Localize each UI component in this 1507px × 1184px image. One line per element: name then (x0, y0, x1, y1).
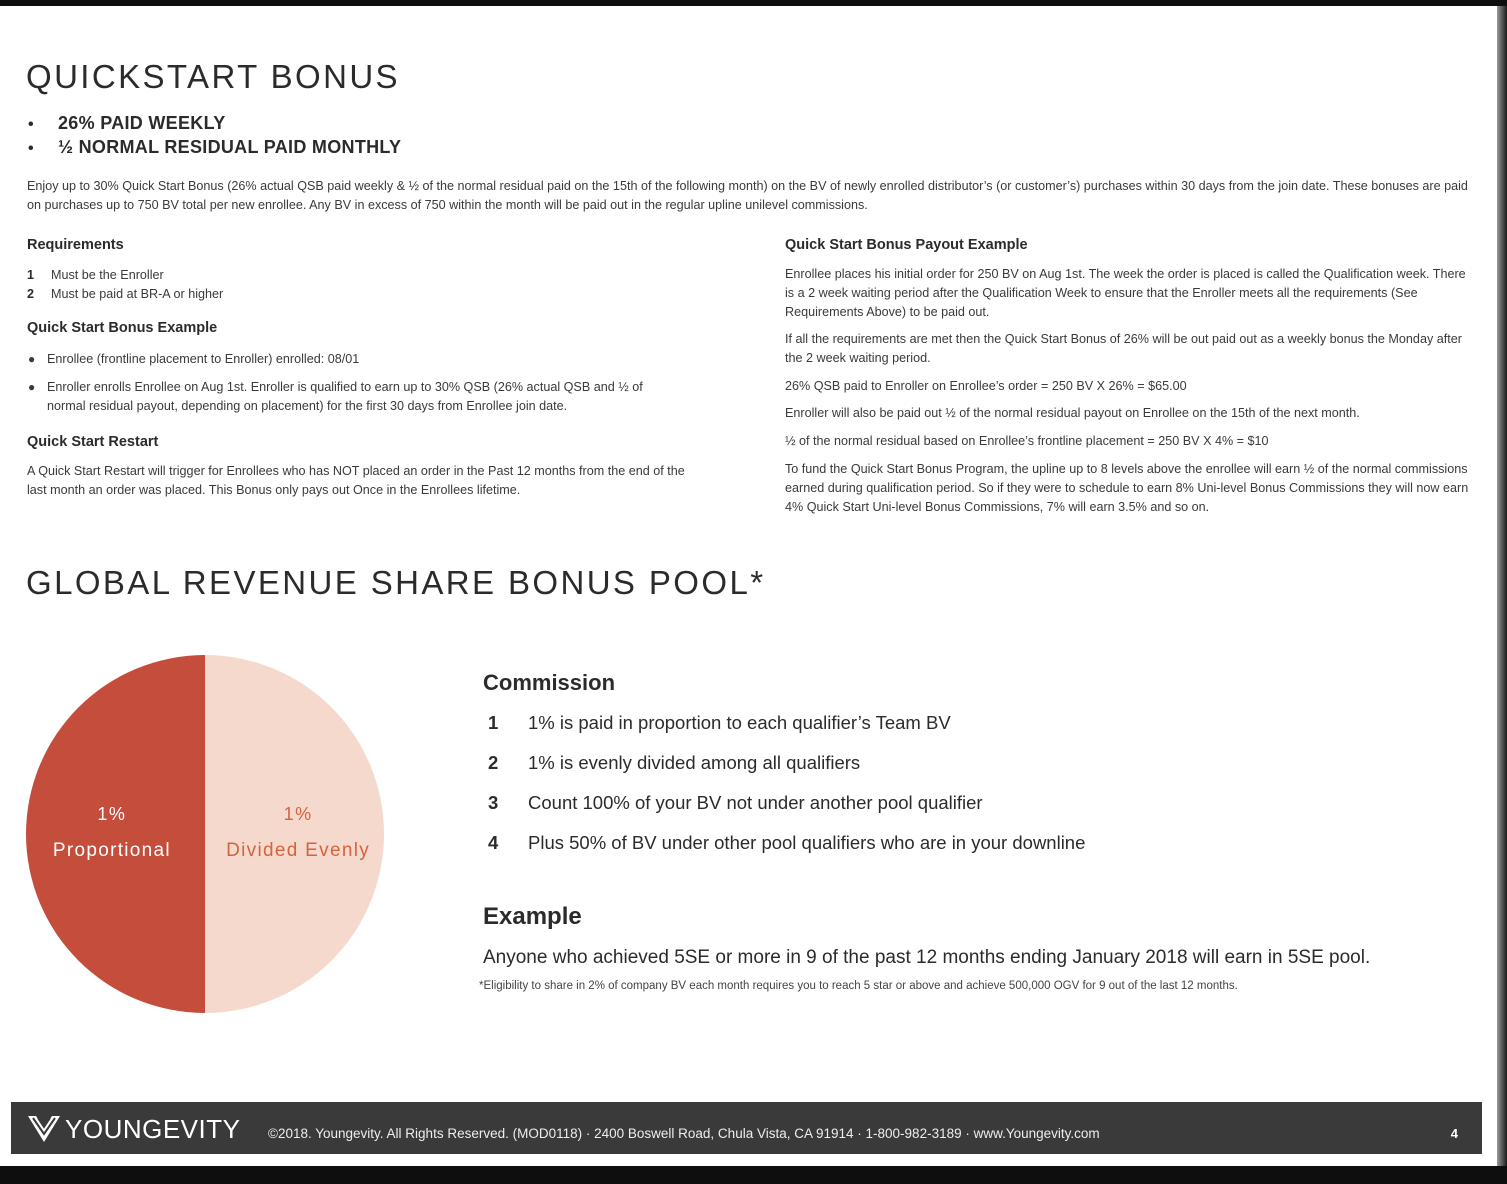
requirements-list (27, 266, 707, 304)
pie-slice (26, 655, 205, 1013)
payout-paragraph: Enroller will also be paid out ½ of the normal residual payout on Enrollee on the 15th of the next month. (785, 406, 1360, 420)
copyright-text: ©2018. Youngevity. All Rights Reserved. (MOD0118) · 2400 Boswell Road, Chula Vista, CA 91914 · 1-800-982-3189 · www.Youngevity.com (268, 1126, 1100, 1141)
right-column (785, 235, 1475, 517)
grs-title: GLOBAL REVENUE SHARE BONUS POOL* (26, 564, 766, 601)
commission-list (488, 710, 1085, 870)
quickstart-intro: Enjoy up to 30% Quick Start Bonus (26% actual QSB paid weekly & ½ of the normal residual paid on the 15th of the following month) on the BV of newly enrolled distributor’s (or customer’s) purchases within 30 days from the join date. These bonuses are paid on purchases up to 750 BV total per new enrollee. Any BV in excess of 750 within the month will be paid out in the regular upline unilevel commissions. (27, 179, 1468, 212)
payout-heading: Quick Start Bonus Payout Example (785, 237, 1028, 253)
bullet-item: • ½ NORMAL RESIDUAL PAID MONTHLY (28, 137, 402, 157)
list-item: 4 Plus 50% of BV under other pool qualifiers who are in your downline (488, 832, 1086, 853)
payout-paragraph: 26% QSB paid to Enroller on Enrollee’s order = 250 BV X 26% = $65.00 (785, 379, 1187, 393)
quickstart-title: QUICKSTART BONUS (26, 58, 400, 95)
quickstart-bullets (28, 112, 401, 160)
list-item: ● Enrollee (frontline placement to Enroller) enrolled: 08/01 (28, 352, 360, 366)
payout-paragraph: Enrollee places his initial order for 250 BV on Aug 1st. The week the order is placed is called the Qualification week. There is a 2 week waiting period after the Qualification Week to ensure that the Enroller meets all the requirements (See Requirements Above) to be paid out. (785, 267, 1466, 319)
document-page (0, 6, 1497, 1166)
qsb-example-list (27, 350, 647, 416)
requirements-heading: Requirements (27, 237, 124, 253)
restart-heading: Quick Start Restart (27, 434, 159, 450)
list-item: 2 Must be paid at BR-A or higher (27, 287, 224, 301)
pie-slice-label: Divided Evenly (226, 840, 371, 861)
eligibility-footnote: *Eligibility to share in 2% of company BV each month requires you to reach 5 star or above and achieve 500,000 OGV for 9 out of the last 12 months. (479, 980, 1238, 992)
list-item: 2 1% is evenly divided among all qualifiers (488, 752, 861, 773)
payout-paragraph: If all the requirements are met then the Quick Start Bonus of 26% will be out paid out as a weekly bonus the Monday after the 2 week waiting period. (785, 332, 1462, 365)
page-footer (11, 1102, 1482, 1154)
bullet-item: • 26% PAID WEEKLY (28, 113, 226, 133)
left-column (27, 235, 707, 500)
pie-chart (25, 654, 385, 1014)
commission-heading: Commission (483, 670, 616, 695)
payout-paragraph: To fund the Quick Start Bonus Program, the upline up to 8 levels above the enrollee will earn ½ of the normal commissions earned during qualification period. So if they were to schedule to earn 8% Uni-level Bonus Commissions they will now earn 4% Quick Start Uni-level Bonus Commissions, 7% will earn 3.5% and so on. (785, 462, 1469, 514)
restart-text: A Quick Start Restart will trigger for Enrollees who has NOT placed an order in the Past 12 months from the end of the last month an order was placed. This Bonus only pays out Once in the Enrollees lifetime. (27, 464, 685, 497)
list-item: ● Enroller enrolls Enrollee on Aug 1st. Enroller is qualified to earn up to 30% QSB (26% actual QSB and ½ of normal residual payout, depending on placement) for the first 30 days from Enrollee join date. (28, 380, 643, 413)
page-shadow (1497, 6, 1507, 1166)
example-text: Anyone who achieved 5SE or more in 9 of the past 12 months ending January 2018 will earn in 5SE pool. (483, 947, 1371, 968)
pie-value-label: 1% (97, 804, 127, 824)
brand-name: YOUNGEVITY (65, 1114, 241, 1144)
pie-value-label: 1% (283, 804, 313, 824)
page-number: 4 (1450, 1126, 1458, 1141)
list-item: 1 1% is paid in proportion to each qualifier’s Team BV (488, 712, 951, 733)
pie-slice (205, 655, 384, 1013)
payout-paragraph: ½ of the normal residual based on Enrollee’s frontline placement = 250 BV X 4% = $10 (785, 434, 1269, 448)
qsb-example-heading: Quick Start Bonus Example (27, 320, 218, 336)
list-item: 1 Must be the Enroller (27, 268, 164, 282)
pie-slice-label: Proportional (52, 840, 171, 861)
list-item: 3 Count 100% of your BV not under another pool qualifier (488, 792, 983, 813)
example-heading: Example (483, 903, 582, 930)
youngevity-logo-icon (27, 1114, 61, 1144)
